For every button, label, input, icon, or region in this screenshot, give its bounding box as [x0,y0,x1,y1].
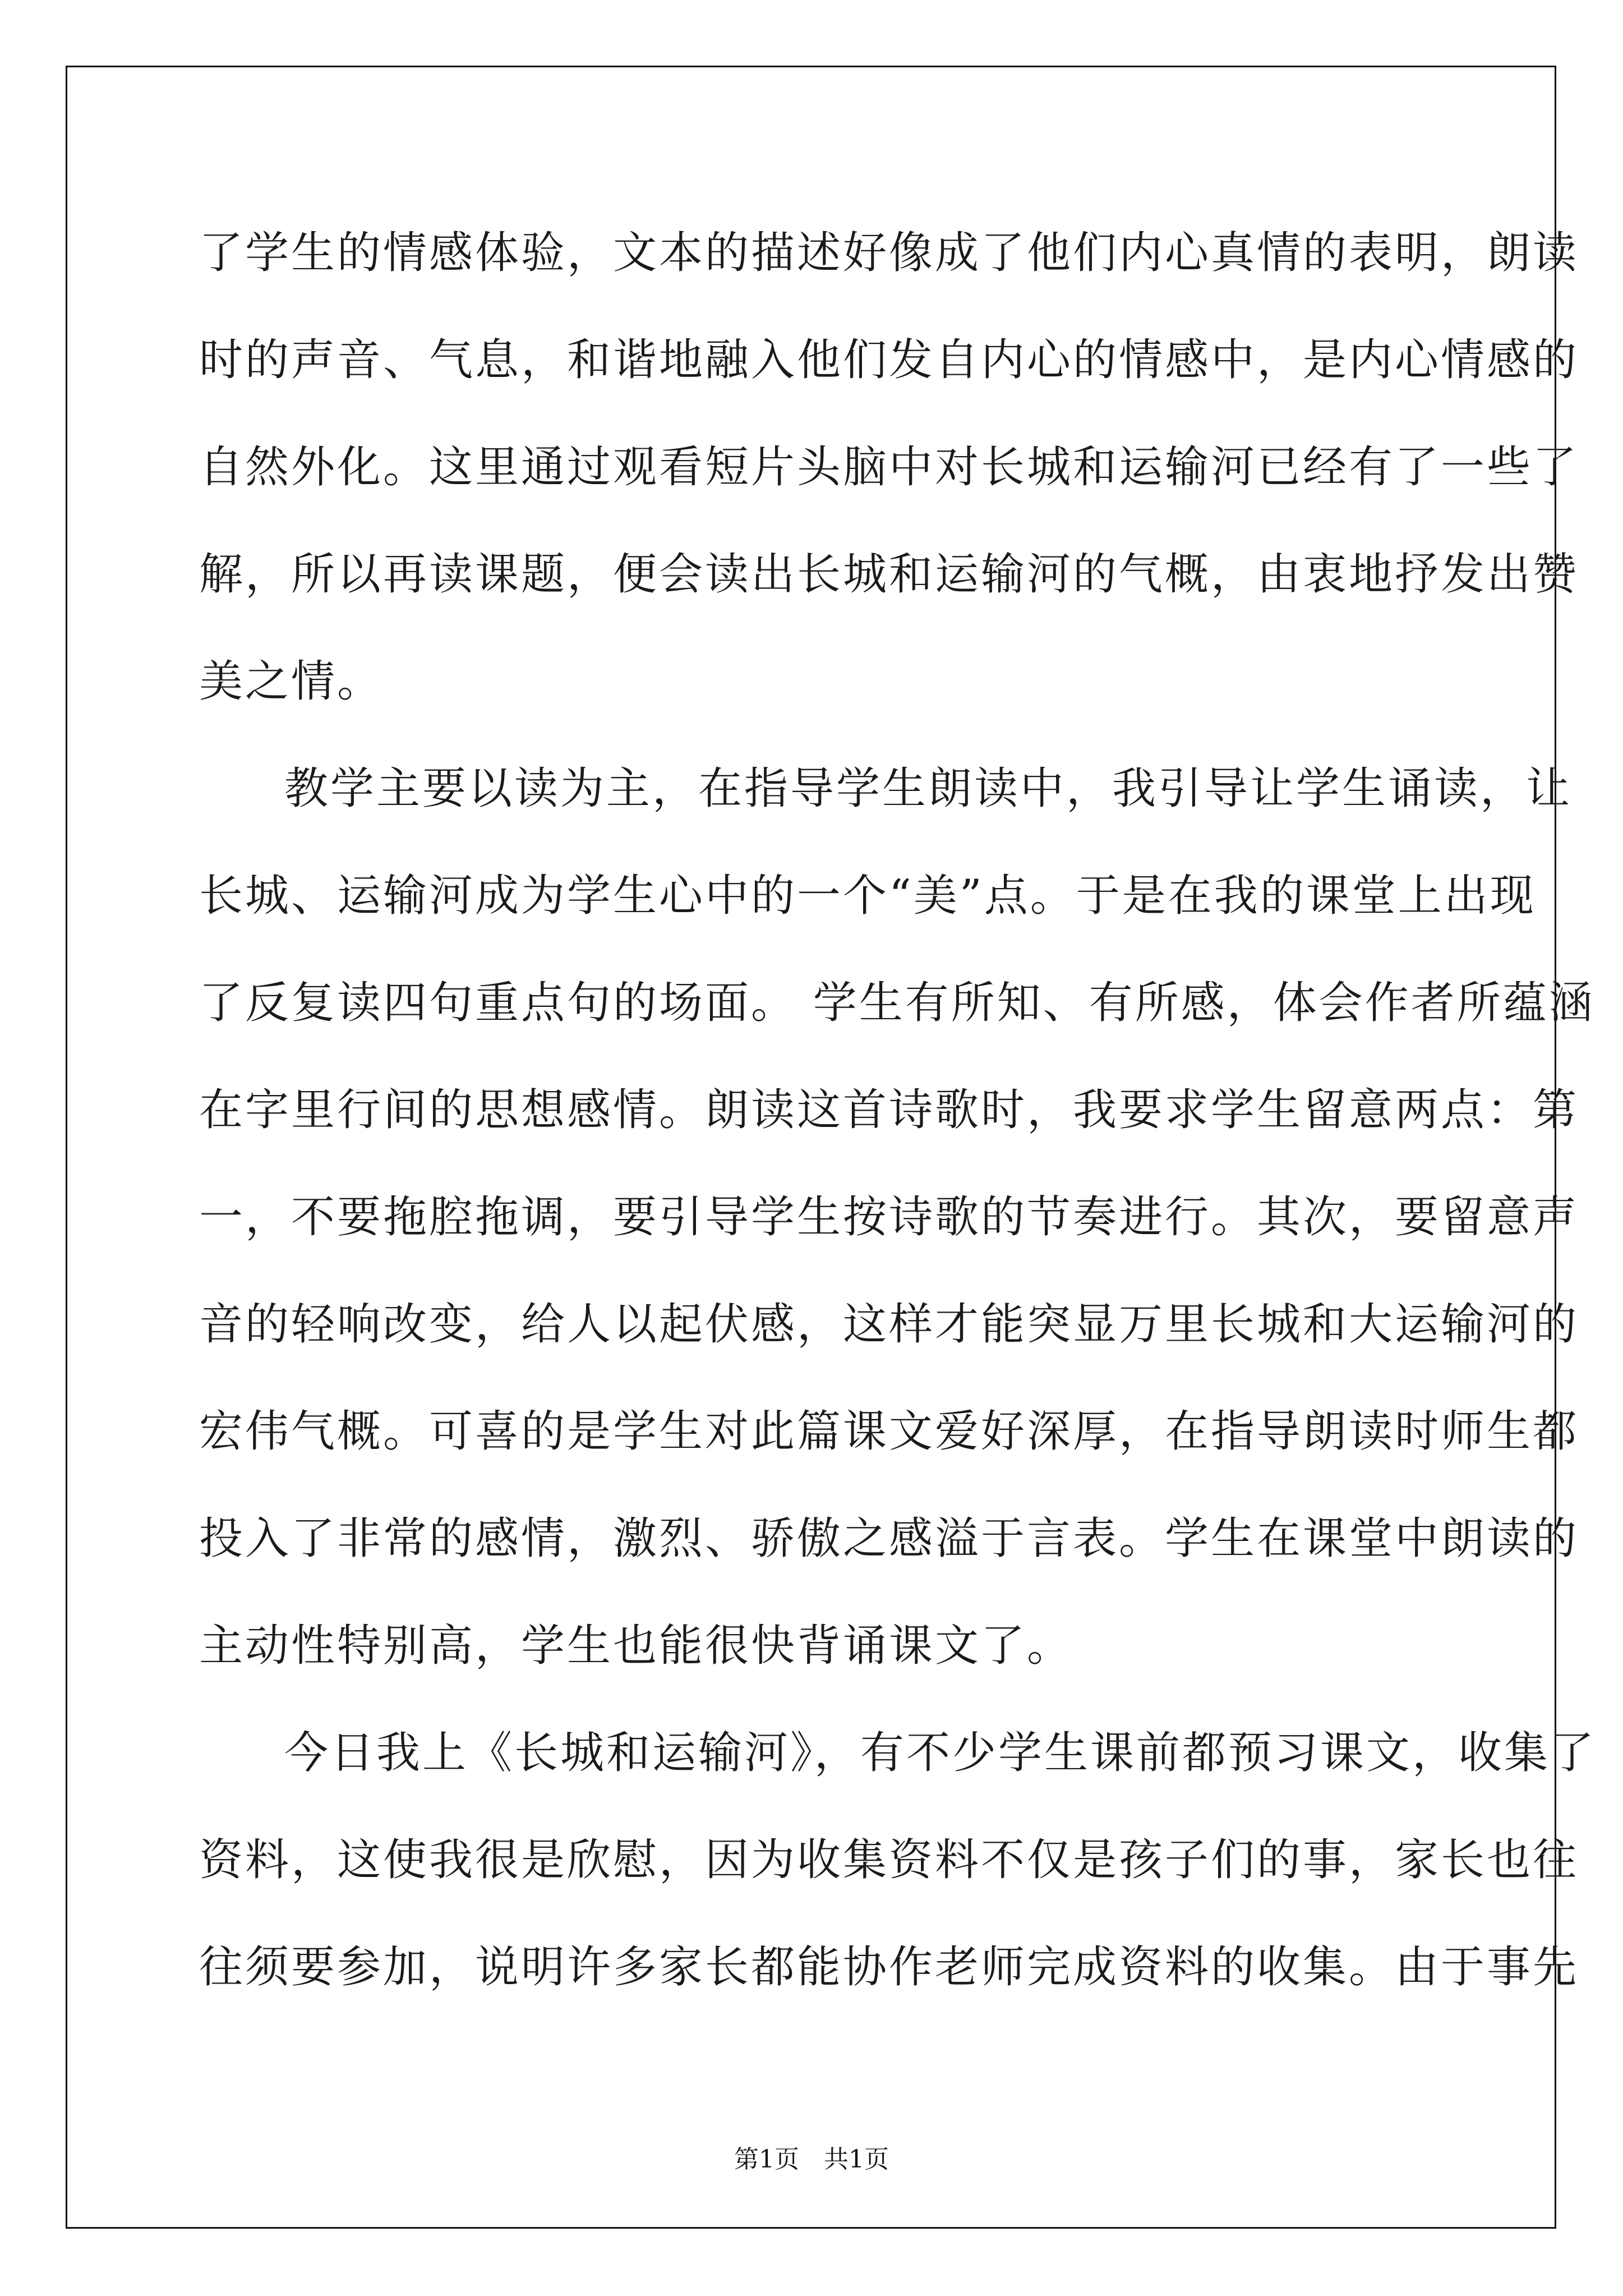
text-line: 时的声音、气息，和谐地融入他们发自内心的情感中，是内心情感的 [199,335,1579,385]
text-line: 一，不要拖腔拖调，要引导学生按诗歌的节奏进行。其次，要留意声 [199,1192,1579,1243]
text-line: 长城、运输河成为学生心中的一个“美”点。于是在我的课堂上出现 [199,871,1536,921]
paragraph-start-line: 今日我上《长城和运输河》，有不少学生课前都预习课文，收集了 [284,1728,1597,1778]
text-line: 宏伟气概。可喜的是学生对此篇课文爱好深厚，在指导朗读时师生都 [199,1406,1579,1457]
text-line: 往须要参加，说明许多家长都能协作老师完成资料的收集。由于事先 [199,1942,1579,1993]
page-number-label: 第1页 共1页 [734,2145,889,2174]
text-line: 资料，这使我很是欣慰，因为收集资料不仅是孩子们的事，家长也往 [199,1835,1579,1885]
text-line: 音的轻响改变，给人以起伏感，这样才能突显万里长城和大运输河的 [199,1299,1579,1350]
page-footer [0,2143,1623,2177]
text-line: 了反复读四句重点句的场面。 学生有所知、有所感，体会作者所蕴涵 [199,978,1595,1028]
text-line: 美之情。 [199,656,384,707]
text-line: 主动性特别高，学生也能很快背诵课文了。 [199,1621,1073,1671]
text-line: 自然外化。这里通过观看短片头脑中对长城和运输河已经有了一些了 [199,442,1579,493]
paragraph-start-line: 教学主要以读为主，在指导学生朗读中，我引导让学生诵读，让 [284,763,1573,814]
text-line: 解，所以再读课题，便会读出长城和运输河的气概，由衷地抒发出赞 [199,549,1579,600]
text-line: 投入了非常的感情，激烈、骄傲之感溢于言表。学生在课堂中朗读的 [199,1513,1579,1564]
text-line: 在字里行间的思想感情。朗读这首诗歌时，我要求学生留意两点：第 [199,1085,1579,1135]
text-line: 了学生的情感体验，文本的描述好像成了他们内心真情的表明，朗读 [199,228,1579,278]
document-body [199,200,1597,2021]
